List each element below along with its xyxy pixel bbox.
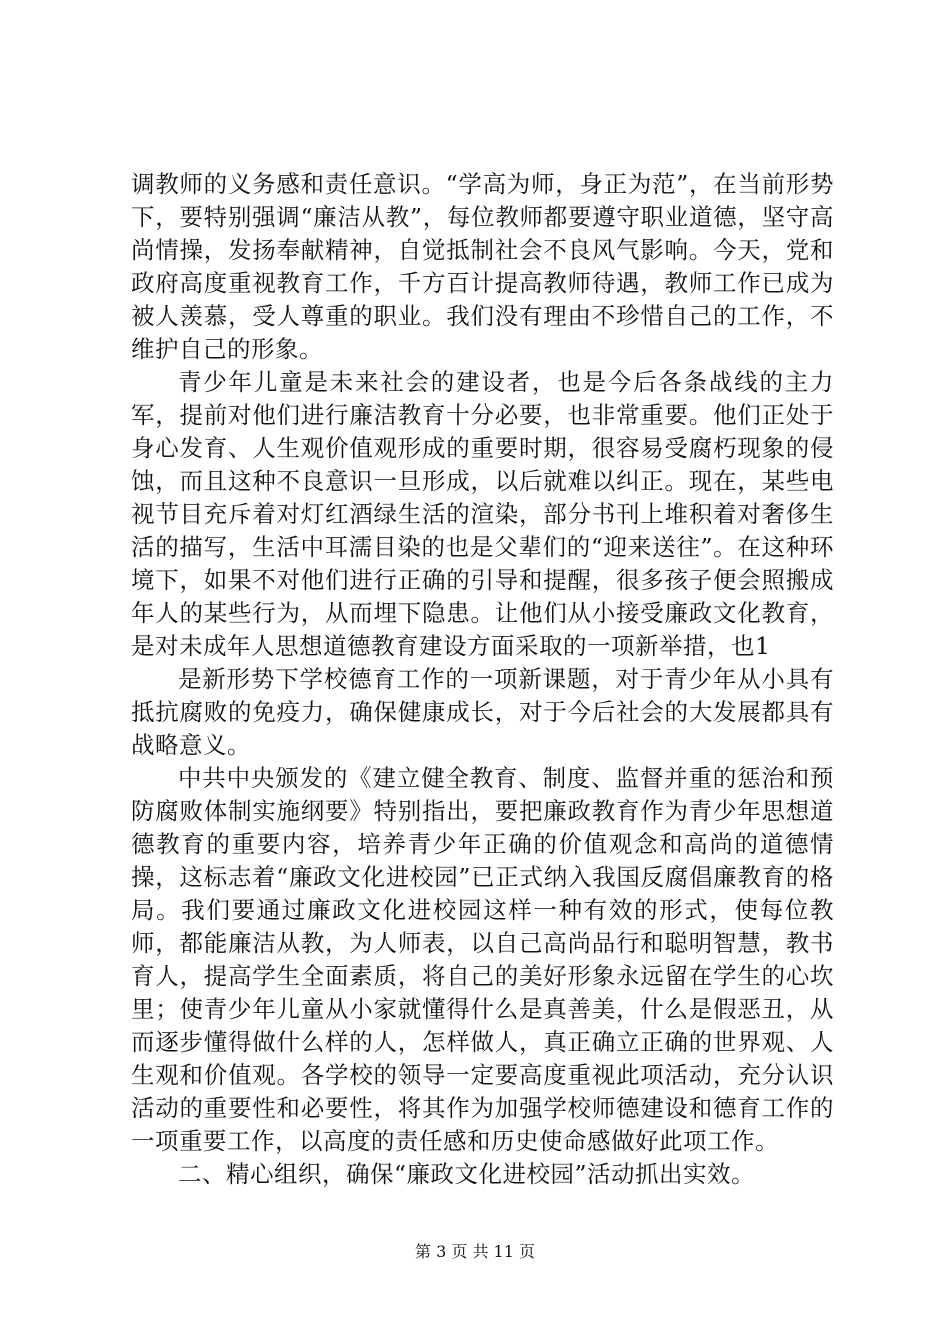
page-number-footer: 第 3 页 共 11 页 <box>415 1242 535 1261</box>
paragraph: 中共中央颁发的《建立健全教育、制度、监督并重的惩治和预防腐败体制实施纲要》特别指出，要把廉政教育作为青少年思想道德教育的重要内容，培养青少年正确的价值观念和高尚的道德情操，这标志着“廉政文化进校园”已正式纳入我国反腐倡廉教育的格局。我们要通过廉政文化进校园这样一种有效的形式，使每位教师，都能廉洁从教，为人师表，以自己高尚品行和聪明智慧，教书育人，提高学生全面素质，将自己的美好形象永远留在学生的心坎里；使青少年儿童从小家就懂得什么是真善美，什么是假恶丑，从而逐步懂得做什么样的人，怎样做人，真正确立正确的世界观、人生观和价值观。各学校的领导一定要高度重视此项活动，充分认识活动的重要性和必要性，将其作为加强学校师德建设和德育工作的一项重要工作，以高度的责任感和历史使命感做好此项工作。 <box>131 764 834 1155</box>
paragraph: 是新形势下学校德育工作的一项新课题，对于青少年从小具有抵抗腐败的免疫力，确保健康成长，对于今后社会的大发展都具有战略意义。 <box>131 665 834 759</box>
paragraph: 青少年儿童是未来社会的建设者，也是今后各条战线的主力军，提前对他们进行廉洁教育十分必要，也非常重要。他们正处于身心发育、人生观价值观形成的重要时期，很容易受腐朽现象的侵蚀，而且这种不良意识一旦形成，以后就难以纠正。现在，某些电视节目充斥着对灯红酒绿生活的渲染，部分书刊上堆积着对奢侈生活的描写，生活中耳濡目染的也是父辈们的“迎来送往”。在这种环境下，如果不对他们进行正确的引导和提醒，很多孩子便会照搬成年人的某些行为，从而埋下隐患。让他们从小接受廉政文化教育，是对未成年人思想道德教育建设方面采取的一项新举措，也1 <box>131 368 834 660</box>
document-body <box>131 168 834 1191</box>
paragraph-continued: 调教师的义务感和责任意识。“学高为师，身正为范”，在当前形势下，要特别强调“廉洁从教”，每位教师都要遵守职业道德，坚守高尚情操，发扬奉献精神，自觉抵制社会不良风气影响。今天，党和政府高度重视教育工作，千方百计提高教师待遇，教师工作已成为被人羡慕，受人尊重的职业。我们没有理由不珍惜自己的工作，不维护自己的形象。 <box>131 170 834 363</box>
section-heading: 二、精心组织，确保“廉政文化进校园”活动抓出实效。 <box>178 1160 756 1188</box>
